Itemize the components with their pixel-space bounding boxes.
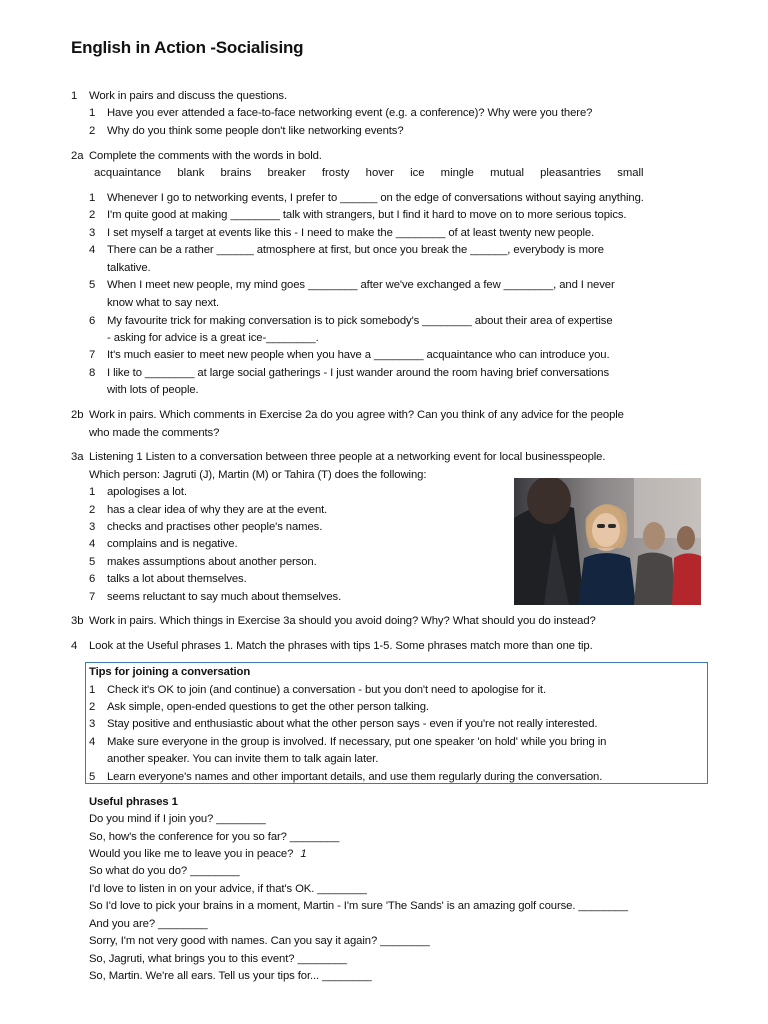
word-bank-word: ice xyxy=(410,167,425,179)
exercise-2a-item-number: 5 xyxy=(89,279,96,291)
exercise-2a-sentence-continued: talkative. xyxy=(107,262,151,274)
tip-number: 1 xyxy=(89,684,96,696)
exercise-4-instruction: Look at the Useful phrases 1. Match the phrases with tips 1-5. Some phrases match more than one tip. xyxy=(89,640,593,652)
exercise-3a-item: apologises a lot. xyxy=(107,486,187,498)
exercise-2a-sentence-continued: with lots of people. xyxy=(107,384,199,396)
tip-number: 3 xyxy=(89,718,96,730)
useful-phrase: I'd love to listen in on your advice, if that's OK. ________ xyxy=(89,883,367,895)
word-bank-word: acquaintance xyxy=(94,167,162,179)
word-bank-word: mutual xyxy=(490,167,524,179)
tip-text: Stay positive and enthusiastic about what the other person says - even if you're not really interested. xyxy=(107,718,598,730)
exercise-2a-sentence: I like to ________ at large social gatherings - I just wander around the room having brief conversations xyxy=(107,367,610,379)
exercise-3a-instruction-continued: Which person: Jagruti (J), Martin (M) or Tahira (T) does the following: xyxy=(89,469,427,481)
exercise-2a-sentence: My favourite trick for making conversation is to pick somebody's ________ about their area of expertise xyxy=(107,315,613,327)
useful-phrase-answer: 1 xyxy=(300,848,307,860)
useful-phrase-text: Would you like me to leave you in peace? xyxy=(89,848,294,860)
tip-text: Make sure everyone in the group is involved. If necessary, put one speaker 'on hold' while you bring in xyxy=(107,736,607,748)
exercise-1-question: Have you ever attended a face-to-face networking event (e.g. a conference)? Why were you there? xyxy=(107,107,593,119)
useful-phrase: Sorry, I'm not very good with names. Can you say it again? ________ xyxy=(89,935,430,947)
exercise-4-number: 4 xyxy=(71,640,78,652)
exercise-2a-item-number: 1 xyxy=(89,192,96,204)
exercise-3a-item: complains and is negative. xyxy=(107,538,238,550)
tip-number: 5 xyxy=(89,771,96,783)
tip-text: Ask simple, open-ended questions to get the other person talking. xyxy=(107,701,429,713)
exercise-2a-sentence: I'm quite good at making ________ talk with strangers, but I find it hard to move on to more serious topics. xyxy=(107,209,627,221)
exercise-1-number: 1 xyxy=(71,90,78,102)
exercise-3a-item-number: 5 xyxy=(89,556,96,568)
exercise-1-item-number: 2 xyxy=(89,125,96,137)
exercise-3a-item-number: 2 xyxy=(89,504,96,516)
exercise-3a-item: has a clear idea of why they are at the event. xyxy=(107,504,328,516)
word-bank-word: brains xyxy=(220,167,252,179)
exercise-2a-item-number: 4 xyxy=(89,244,96,256)
networking-event-photo xyxy=(514,478,701,605)
exercise-2a-sentence-continued: - asking for advice is a great ice-________. xyxy=(107,332,319,344)
exercise-3b-number: 3b xyxy=(71,615,84,627)
exercise-3a-item: seems reluctant to say much about themselves. xyxy=(107,591,342,603)
tip-text: Check it's OK to join (and continue) a conversation - but you don't need to apologise for it. xyxy=(107,684,546,696)
word-bank-word: hover xyxy=(365,167,394,179)
exercise-3a-item-number: 1 xyxy=(89,486,96,498)
exercise-3a-item-number: 6 xyxy=(89,573,96,585)
useful-phrase: Do you mind if I join you? ________ xyxy=(89,813,266,825)
word-bank xyxy=(94,166,657,180)
useful-phrase: So, Martin. We're all ears. Tell us your tips for... ________ xyxy=(89,970,372,982)
exercise-3a-item: makes assumptions about another person. xyxy=(107,556,317,568)
word-bank-word: frosty xyxy=(321,167,350,179)
word-bank-word: breaker xyxy=(267,167,306,179)
exercise-3b-instruction: Work in pairs. Which things in Exercise 3a should you avoid doing? Why? What should you do instead? xyxy=(89,615,596,627)
exercise-1-item-number: 1 xyxy=(89,107,96,119)
exercise-3a-item-number: 3 xyxy=(89,521,96,533)
exercise-3a-item-number: 4 xyxy=(89,538,96,550)
tips-heading: Tips for joining a conversation xyxy=(89,666,251,678)
exercise-1-instruction: Work in pairs and discuss the questions. xyxy=(89,90,287,102)
exercise-3a-item: talks a lot about themselves. xyxy=(107,573,247,585)
tip-number: 4 xyxy=(89,736,96,748)
page-title: English in Action -Socialising xyxy=(71,38,304,57)
exercise-2b-instruction-continued: who made the comments? xyxy=(89,427,220,439)
exercise-2a-item-number: 6 xyxy=(89,315,96,327)
exercise-3a-item: checks and practises other people's names. xyxy=(107,521,323,533)
tip-text-continued: another speaker. You can invite them to talk again later. xyxy=(107,753,379,765)
exercise-1-question: Why do you think some people don't like networking events? xyxy=(107,125,404,137)
exercise-2a-item-number: 8 xyxy=(89,367,96,379)
tip-number: 2 xyxy=(89,701,96,713)
exercise-2a-item-number: 7 xyxy=(89,349,96,361)
useful-phrases-heading: Useful phrases 1 xyxy=(89,796,178,808)
tip-text: Learn everyone's names and other important details, and use them regularly during the conversation. xyxy=(107,771,603,783)
exercise-3a-number: 3a xyxy=(71,451,84,463)
exercise-2a-sentence: Whenever I go to networking events, I prefer to ______ on the edge of conversations without saying anything. xyxy=(107,192,644,204)
exercise-2b-number: 2b xyxy=(71,409,84,421)
useful-phrase: And you are? ________ xyxy=(89,918,208,930)
word-bank-word: pleasantries xyxy=(540,167,602,179)
exercise-2b-instruction: Work in pairs. Which comments in Exercise 2a do you agree with? Can you think of any advice for the people xyxy=(89,409,624,421)
useful-phrase xyxy=(89,847,307,861)
useful-phrase: So, how's the conference for you so far? ________ xyxy=(89,831,340,843)
word-bank-word: mingle xyxy=(440,167,474,179)
exercise-2a-sentence: It's much easier to meet new people when you have a ________ acquaintance who can introduce you. xyxy=(107,349,610,361)
exercise-2a-sentence: When I meet new people, my mind goes ________ after we've exchanged a few ________, and I never xyxy=(107,279,615,291)
word-bank-word: small xyxy=(617,167,644,179)
useful-phrase: So, Jagruti, what brings you to this event? ________ xyxy=(89,953,347,965)
exercise-2a-sentence: There can be a rather ______ atmosphere at first, but once you break the ______, everybody is more xyxy=(107,244,604,256)
useful-phrase: So what do you do? ________ xyxy=(89,865,240,877)
exercise-2a-instruction: Complete the comments with the words in bold. xyxy=(89,150,322,162)
word-bank-word: blank xyxy=(177,167,205,179)
exercise-3a-instruction: Listening 1 Listen to a conversation between three people at a networking event for local businesspeople. xyxy=(89,451,606,463)
useful-phrase: So I'd love to pick your brains in a moment, Martin - I'm sure 'The Sands' is an amazing golf course. ________ xyxy=(89,900,628,912)
exercise-2a-sentence: I set myself a target at events like this - I need to make the ________ of at least twenty new people. xyxy=(107,227,595,239)
exercise-2a-sentence-continued: know what to say next. xyxy=(107,297,220,309)
exercise-2a-item-number: 3 xyxy=(89,227,96,239)
exercise-3a-item-number: 7 xyxy=(89,591,96,603)
exercise-2a-item-number: 2 xyxy=(89,209,96,221)
exercise-2a-number: 2a xyxy=(71,150,84,162)
